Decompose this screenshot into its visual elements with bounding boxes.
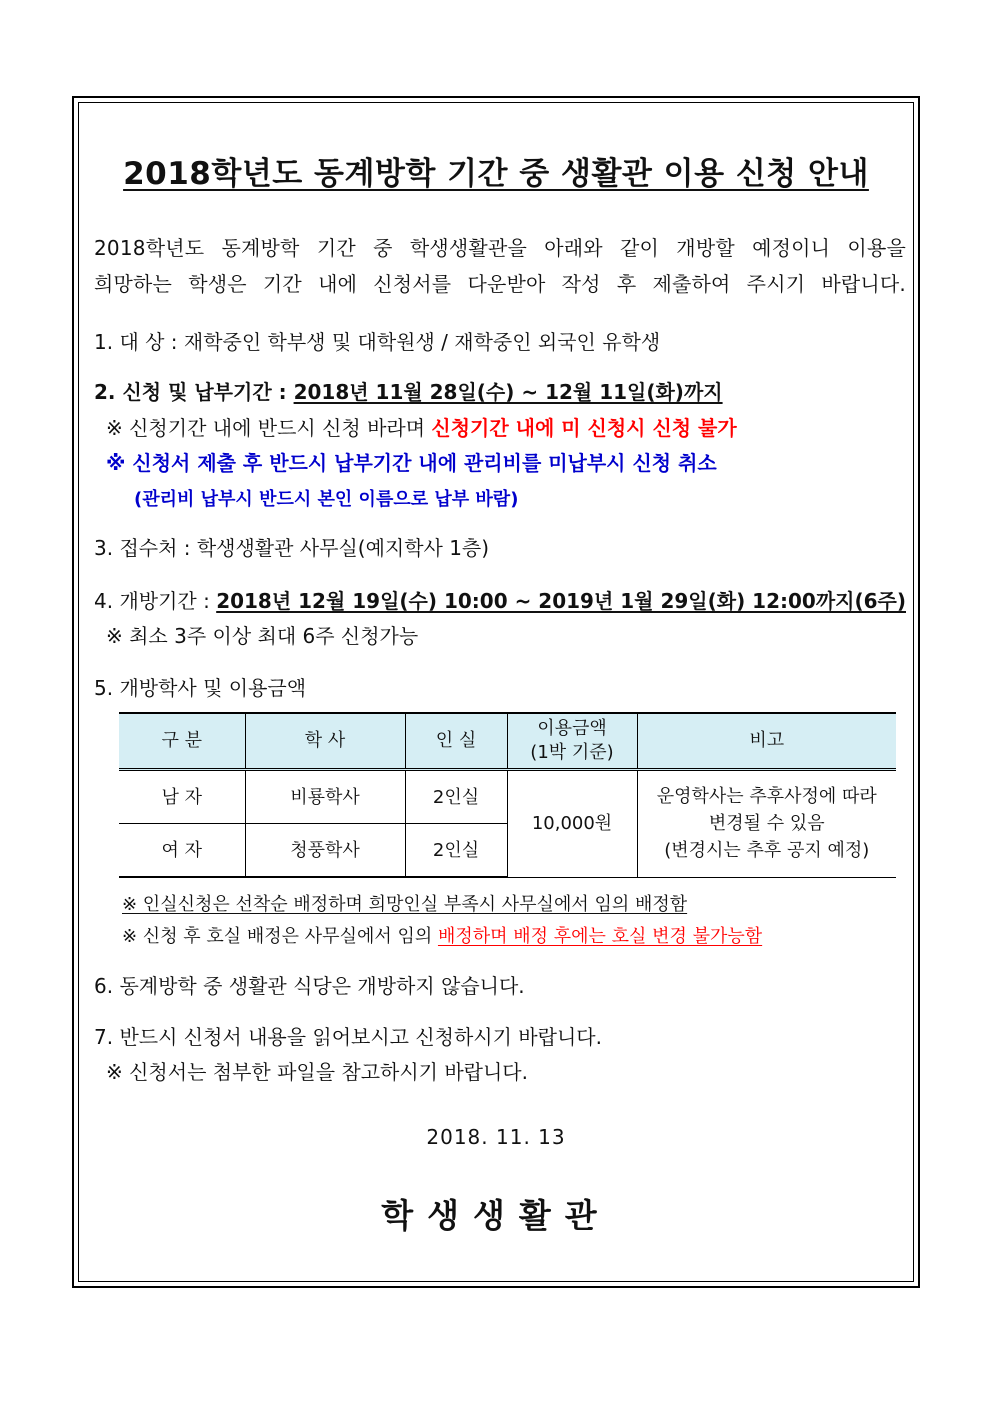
header-fee [507,713,637,770]
remark-line-2: 변경될 수 있음 [708,813,825,835]
item-5-note-2-prefix: ※ 신청 후 호실 배정은 사무실에서 임의 [122,926,438,947]
header-category: 구 분 [119,713,245,770]
cell-room: 2인실 [405,770,507,824]
cell-category: 남 자 [119,770,245,824]
table-header-row [119,713,896,770]
item-2-application-period [94,376,723,405]
header-room: 인 실 [405,713,507,770]
item-7-note: ※ 신청서는 첨부한 파일을 참고하시기 바랍니다. [106,1060,528,1084]
item-2-note-1-prefix: ※ 신청기간 내에 반드시 신청 바라며 [106,416,432,440]
item-3-reception: 3. 접수처 : 학생생활관 사무실(예지학사 1층) [94,536,490,560]
document-title: 2018학년도 동계방학 기간 중 생활관 이용 신청 안내 [123,156,869,192]
header-remark: 비고 [637,713,896,770]
header-fee-line-1: 이용금액 [537,718,607,739]
table-row [119,770,896,824]
cell-fee: 10,000원 [507,770,637,878]
issuer-signature: 학생생활관 [381,1196,611,1235]
item-2-label: 2. 신청 및 납부기간 : [94,380,294,404]
facility-fee-table [119,712,896,878]
item-1-target: 1. 대 상 : 재학중인 학부생 및 대학원생 / 재학중인 외국인 유학생 [94,330,661,354]
document-date: 2018. 11. 13 [426,1125,566,1149]
header-dorm: 학 사 [245,713,405,770]
header-fee-line-2: (1박 기준) [530,742,614,763]
item-2-note-1-warning: 신청기간 내에 미 신청시 신청 불가 [431,416,737,440]
item-2-period: 2018년 11월 28일(수) ~ 12월 11일(화)까지 [293,380,723,404]
item-4-period: 2018년 12월 19일(수) 10:00 ~ 2019년 1월 29일(화) 12:00까지(6주) [216,589,906,613]
item-7-read-form: 7. 반드시 신청서 내용을 읽어보시고 신청하시기 바랍니다. [94,1025,602,1049]
remark-line-1: 운영학사는 추후사정에 따라 [656,786,877,808]
cell-remark [637,770,896,878]
item-5-note-1: ※ 인실신청은 선착순 배정하며 희망인실 부족시 사무실에서 임의 배정함 [122,894,688,915]
cell-dorm: 비룡학사 [245,770,405,824]
item-4-note: ※ 최소 3주 이상 최대 6주 신청가능 [106,624,419,648]
item-4-label: 4. 개방기간 : [94,589,217,613]
intro-line-2: 희망하는 학생은 기간 내에 신청서를 다운받아 작성 후 제출하여 주시기 바랍니다. [94,272,906,296]
item-2-note-2: ※ 신청서 제출 후 반드시 납부기간 내에 관리비를 미납부시 신청 취소 [106,451,717,475]
item-5-note-2 [122,922,762,948]
cell-category: 여 자 [119,824,245,878]
cell-dorm: 청풍학사 [245,824,405,878]
cell-room: 2인실 [405,824,507,878]
item-6-cafeteria: 6. 동계방학 중 생활관 식당은 개방하지 않습니다. [94,974,525,998]
item-2-note-3: (관리비 납부시 반드시 본인 이름으로 납부 바람) [134,489,519,510]
item-5-note-2-warning: 배정하며 배정 후에는 호실 변경 불가능함 [437,926,763,947]
item-5-label: 5. 개방학사 및 이용금액 [94,676,307,700]
item-2-note-1 [106,412,737,441]
item-4-opening-period [94,585,906,614]
intro-line-1: 2018학년도 동계방학 기간 중 학생생활관을 아래와 같이 개방할 예정이니 이용을 [94,236,906,260]
remark-line-3: (변경시는 추후 공지 예정) [664,840,870,862]
